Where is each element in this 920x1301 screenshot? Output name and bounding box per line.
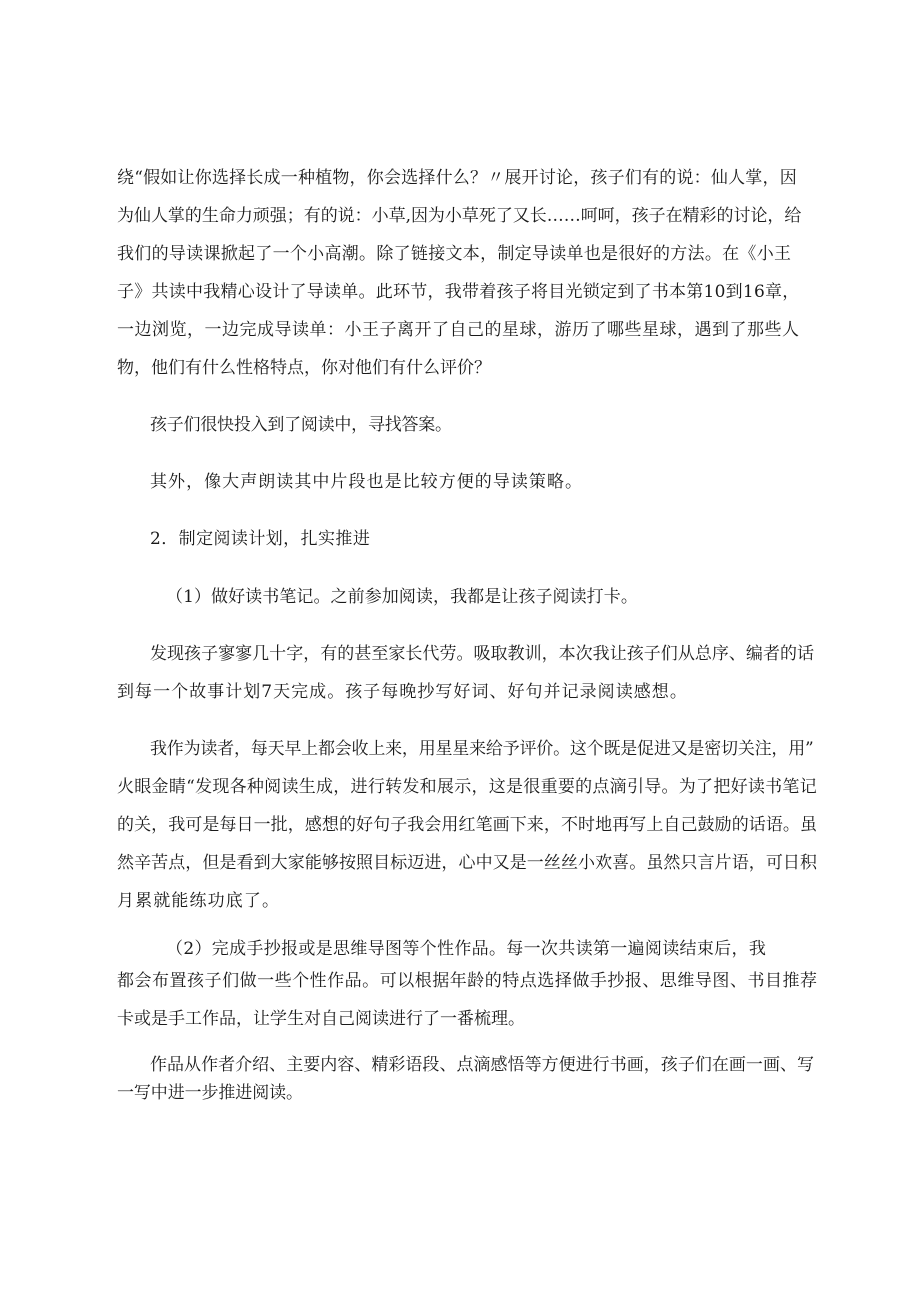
- text-line: 物，他们有什么性格特点，你对他们有什么评价？: [117, 358, 491, 378]
- text-line: 作品从作者介绍、主要内容、精彩语段、点滴感悟等方便进行书画，孩子们在画一画、写: [150, 1055, 815, 1075]
- subsection-heading: （1）做好读书笔记。之前参加阅读，我都是让孩子阅读打卡。: [166, 587, 638, 607]
- text-line: 一写中进一步推进阅读。: [117, 1083, 303, 1103]
- text-line: 子》共读中我精心设计了导读单。此环节，我带着孩子将目光锁定到了书本第10到16章，: [117, 282, 800, 302]
- subsection-heading: （2）完成手抄报或是思维导图等个性作品。每一次共读第一遍阅读结束后，我: [166, 939, 767, 959]
- text-line: 一边浏览，一边完成导读单：小王子离开了自己的星球，游历了哪些星球，遇到了那些人: [117, 320, 800, 340]
- text-line: 孩子们很快投入到了阅读中，寻找答案。: [150, 415, 452, 435]
- text-line: 我作为读者，每天早上都会收上来，用星星来给予评价。这个既是促进又是密切关注，用”: [150, 739, 814, 759]
- text-line: 到每一个故事计划7天完成。孩子每晚抄写好词、好句并记录阅读感想。: [117, 682, 688, 702]
- text-line: 我们的导读课掀起了一个小高潮。除了链接文本，制定导读单也是很好的方法。在《小王: [117, 244, 792, 264]
- text-line: 都会布置孩子们做一些个性作品。可以根据年龄的特点选择做手抄报、思维导图、书目推荐: [117, 971, 818, 991]
- text-line: 卡或是手工作品，让学生对自己阅读进行了一番梳理。: [117, 1009, 525, 1029]
- text-line: 月累就能练功底了。: [117, 891, 281, 911]
- text-line: 然辛苦点，但是看到大家能够按照目标迈进，心中又是一丝丝小欢喜。虽然只言片语，可日积: [117, 853, 818, 873]
- text-line: 发现孩子寥寥几十字，有的甚至家长代劳。吸取教训，本次我让孩子们从总序、编者的话: [150, 644, 815, 664]
- text-line: 的关，我可是每日一批，感想的好句子我会用红笔画下来，不时地再写上自己鼓励的话语。虽: [117, 815, 818, 835]
- text-line: 为仙人掌的生命力顽强；有的说：小草,因为小草死了又长……呵呵，孩子在精彩的讨论，给: [117, 206, 802, 226]
- section-heading: 2．制定阅读计划，扎实推进: [150, 529, 371, 549]
- text-line: 绕“假如让你选择长成一种植物，你会选择什么？〃展开讨论，孩子们有的说：仙人掌，因: [117, 168, 797, 188]
- text-line: 其外，像大声朗读其中片段也是比较方便的导读策略。: [150, 472, 584, 492]
- text-line: 火眼金睛“发现各种阅读生成，进行转发和展示，这是很重要的点滴引导。为了把好读书笔记: [117, 777, 817, 797]
